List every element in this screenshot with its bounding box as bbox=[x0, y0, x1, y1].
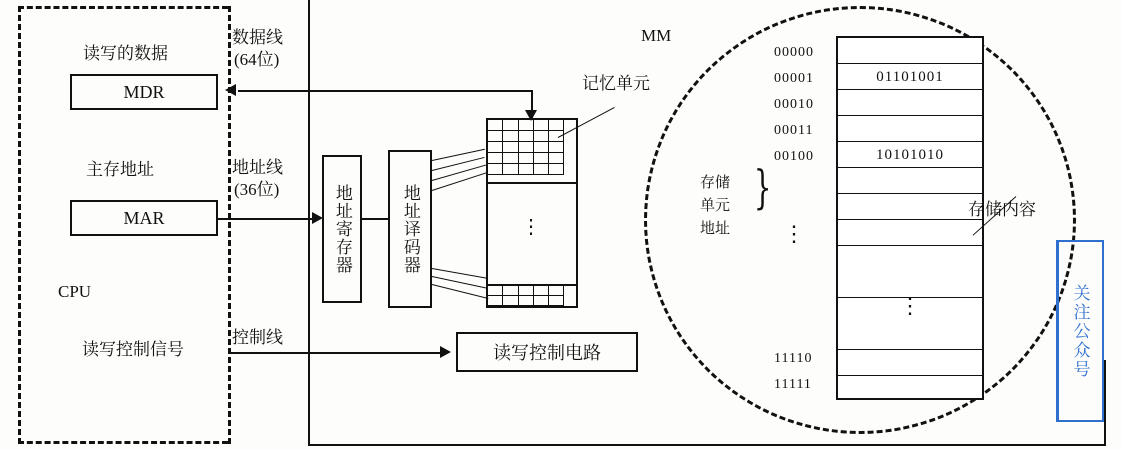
address-item: 00000 bbox=[774, 45, 814, 60]
memory-row bbox=[838, 246, 982, 298]
address-register-box bbox=[322, 155, 362, 303]
matrix-rail-right bbox=[576, 184, 578, 284]
matrix-cell bbox=[519, 142, 534, 153]
matrix-cell bbox=[534, 120, 549, 131]
address-item: 00001 bbox=[774, 71, 814, 86]
matrix-cell bbox=[534, 164, 549, 175]
storage-unit-address-label-line2: 单元 bbox=[700, 198, 731, 214]
matrix-cell bbox=[534, 131, 549, 142]
matrix-cell bbox=[503, 142, 518, 153]
rw-data-label: 读写的数据 bbox=[83, 44, 168, 63]
register-decoder-connector bbox=[362, 218, 388, 220]
matrix-cell bbox=[534, 296, 549, 306]
mm-title: MM bbox=[641, 26, 672, 45]
matrix-cell bbox=[519, 120, 534, 131]
cpu-boundary-right bbox=[228, 6, 231, 444]
rw-control-signal-label: 读写控制信号 bbox=[82, 340, 184, 359]
matrix-cell bbox=[549, 153, 564, 164]
watermark-box bbox=[1056, 240, 1104, 422]
memory-matrix-bottom bbox=[486, 284, 578, 308]
storage-address-list bbox=[774, 40, 834, 170]
matrix-cell bbox=[519, 296, 534, 306]
matrix-cell bbox=[503, 296, 518, 306]
mdr-label: MDR bbox=[123, 81, 165, 102]
data-bus-label: 数据线 bbox=[232, 28, 283, 47]
memory-row bbox=[838, 90, 982, 116]
main-address-label: 主存地址 bbox=[86, 160, 154, 179]
storage-unit-address-brace: } bbox=[753, 160, 772, 214]
address-item: 00100 bbox=[774, 149, 814, 164]
matrix-cell bbox=[519, 164, 534, 175]
address-register-label: 地址寄存器 bbox=[332, 184, 352, 274]
data-bus-arrow-to-mdr bbox=[225, 84, 236, 96]
matrix-cell bbox=[534, 142, 549, 153]
matrix-cell bbox=[534, 153, 549, 164]
memory-row bbox=[838, 116, 982, 142]
cpu-boundary-left bbox=[18, 6, 21, 444]
memory-row bbox=[838, 350, 982, 376]
memory-cell-label: 记忆单元 bbox=[582, 74, 650, 93]
addr-bus-line bbox=[218, 218, 318, 220]
memory-row bbox=[838, 168, 982, 194]
address-item: 00011 bbox=[774, 123, 814, 138]
mar-box bbox=[70, 200, 218, 236]
matrix-cell bbox=[488, 164, 503, 175]
cpu-label: CPU bbox=[58, 282, 92, 301]
matrix-cell bbox=[519, 153, 534, 164]
storage-unit-address-label-line3: 地址 bbox=[700, 221, 731, 237]
rw-control-circuit-label: 读写控制电路 bbox=[493, 343, 601, 363]
cpu-boundary-top bbox=[18, 6, 228, 9]
matrix-cell bbox=[488, 142, 503, 153]
address-decoder-label: 地址译码器 bbox=[400, 184, 420, 274]
memory-matrix-top bbox=[486, 118, 578, 184]
matrix-rail-left bbox=[486, 184, 488, 284]
memory-row: 01101001 bbox=[838, 64, 982, 90]
matrix-cell bbox=[534, 286, 549, 296]
cpu-boundary-bottom bbox=[18, 441, 228, 444]
data-bus-width-label: (64位) bbox=[234, 50, 280, 69]
matrix-cell bbox=[549, 286, 564, 296]
address-item: 00010 bbox=[774, 97, 814, 112]
mm-boundary-right bbox=[1104, 360, 1106, 446]
watermark-left-edge bbox=[1056, 240, 1059, 422]
matrix-cell bbox=[488, 131, 503, 142]
storage-content-label: 存储内容 bbox=[968, 200, 1036, 219]
ctrl-bus-arrow bbox=[440, 346, 451, 358]
addr-bus-width-label: (36位) bbox=[234, 180, 280, 199]
mm-boundary-bottom bbox=[308, 444, 1106, 446]
storage-address-list-bottom bbox=[774, 346, 834, 398]
matrix-cell bbox=[549, 142, 564, 153]
ctrl-bus-line bbox=[228, 352, 446, 354]
matrix-cell bbox=[549, 164, 564, 175]
address-ellipsis: ⋮ bbox=[783, 221, 807, 246]
address-item: 11110 bbox=[774, 351, 813, 366]
matrix-cell bbox=[503, 164, 518, 175]
matrix-cell bbox=[549, 120, 564, 131]
memory-row bbox=[838, 220, 982, 246]
addr-bus-label: 地址线 bbox=[232, 158, 283, 177]
memory-content-table bbox=[836, 36, 984, 400]
storage-unit-address-label-line1: 存储 bbox=[700, 175, 731, 191]
matrix-cell bbox=[488, 286, 503, 296]
matrix-cell bbox=[519, 131, 534, 142]
matrix-vertical-ellipsis: ⋮ bbox=[521, 216, 543, 238]
ctrl-bus-label: 控制线 bbox=[232, 328, 283, 347]
select-line-4 bbox=[432, 172, 487, 191]
data-bus-line-h bbox=[238, 90, 532, 92]
matrix-cell bbox=[488, 296, 503, 306]
matrix-cell bbox=[519, 286, 534, 296]
matrix-cell bbox=[488, 153, 503, 164]
matrix-cell bbox=[503, 153, 518, 164]
address-decoder-box bbox=[388, 150, 432, 308]
mdr-box bbox=[70, 74, 218, 110]
matrix-cell bbox=[488, 120, 503, 131]
mm-boundary-left bbox=[308, 0, 310, 446]
matrix-cell bbox=[503, 120, 518, 131]
content-ellipsis: ⋮ bbox=[899, 293, 923, 318]
matrix-cell bbox=[503, 286, 518, 296]
watermark-text: 关注公众号 bbox=[1070, 283, 1090, 379]
matrix-cell bbox=[503, 131, 518, 142]
rw-control-circuit-box bbox=[456, 332, 638, 372]
matrix-cell bbox=[549, 296, 564, 306]
memory-row bbox=[838, 194, 982, 220]
memory-row bbox=[838, 38, 982, 64]
address-item: 11111 bbox=[774, 377, 812, 392]
memory-row: 10101010 bbox=[838, 142, 982, 168]
memory-row bbox=[838, 376, 982, 402]
mar-label: MAR bbox=[123, 207, 165, 228]
